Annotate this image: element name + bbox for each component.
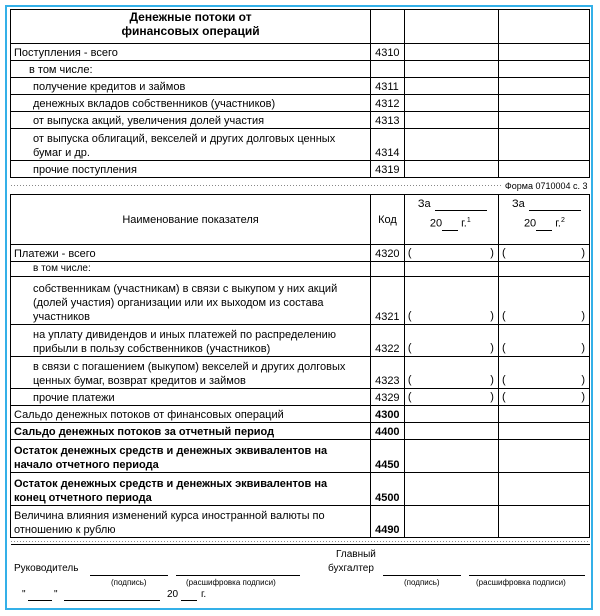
signature-divider — [11, 538, 590, 545]
table-row — [11, 406, 590, 423]
row-code: 4313 — [371, 112, 405, 129]
value-cell[interactable] — [404, 78, 498, 95]
row-label-line: на уплату дивидендов и иных платежей по распределению — [33, 329, 337, 341]
row-code: 4329 — [371, 389, 405, 406]
value-cell[interactable] — [404, 277, 498, 325]
table-row — [11, 112, 590, 129]
year-input-line[interactable] — [536, 219, 552, 231]
row-code: 4314 — [371, 129, 405, 161]
table-row — [11, 357, 590, 389]
year-input-line[interactable] — [442, 219, 458, 231]
footnote-marker: 1 — [466, 217, 471, 224]
row-label: Сальдо денежных потоков за отчетный период — [11, 423, 371, 440]
row-label: Сальдо денежных потоков от финансовых операций — [11, 406, 371, 423]
value-cell[interactable] — [498, 161, 589, 178]
value-cell[interactable] — [404, 44, 498, 61]
open-paren: ( — [407, 391, 412, 403]
row-label-line: от выпуска облигаций, векселей и других долговых ценных — [33, 133, 336, 145]
value-cell[interactable] — [404, 95, 498, 112]
code-cell — [371, 10, 405, 44]
row-label-line: (долей участия) организации или их выходом из состава — [33, 297, 324, 309]
open-paren: ( — [501, 342, 506, 354]
value-cell[interactable] — [498, 245, 589, 262]
table-row — [11, 78, 590, 95]
date-day-line[interactable] — [28, 599, 52, 601]
value-cell[interactable] — [498, 389, 589, 406]
row-label: в том числе: — [11, 61, 371, 78]
row-label: получение кредитов и займов — [11, 78, 371, 95]
value-cell[interactable] — [498, 440, 589, 473]
table-row — [11, 245, 590, 262]
row-label — [11, 277, 371, 325]
row-code: 4400 — [371, 423, 405, 440]
open-paren: ( — [407, 374, 412, 386]
value-cell[interactable] — [404, 245, 498, 262]
row-code: 4450 — [371, 440, 405, 473]
date-year-prefix: 20 — [167, 589, 179, 600]
value-cell[interactable] — [404, 406, 498, 423]
value-cell[interactable] — [404, 423, 498, 440]
row-label-line: прибыли в пользу собственников (участников) — [33, 343, 271, 355]
table-row — [11, 325, 590, 357]
close-paren: ) — [581, 247, 585, 259]
year-prefix: 20 — [523, 217, 537, 230]
document-frame — [5, 5, 593, 610]
row-code: 4311 — [371, 78, 405, 95]
date-quote-close: " — [54, 589, 58, 600]
value-cell[interactable] — [404, 389, 498, 406]
value-cell[interactable] — [498, 61, 589, 78]
period-header-current — [404, 195, 498, 245]
open-paren: ( — [501, 247, 506, 259]
table-row — [11, 61, 590, 78]
value-cell[interactable] — [498, 112, 589, 129]
chief-decode-caption: (расшифровка подписи) — [476, 578, 566, 587]
row-label-line: конец отчетного периода — [14, 492, 152, 504]
row-label — [11, 325, 371, 357]
open-paren: ( — [407, 247, 412, 259]
row-code: 4500 — [371, 473, 405, 506]
value-cell[interactable] — [404, 129, 498, 161]
row-label-line: ценных бумаг, возврат кредитов и займов — [33, 375, 246, 387]
date-year-line[interactable] — [181, 599, 197, 601]
close-paren: ) — [490, 310, 494, 322]
signature-block — [10, 545, 590, 607]
table-row — [11, 129, 590, 161]
value-cell[interactable] — [404, 61, 498, 78]
row-label-line: участников — [33, 311, 91, 323]
head-decode-line[interactable] — [176, 574, 300, 576]
row-label: Поступления - всего — [11, 44, 371, 61]
head-signature-caption: (подпись) — [111, 578, 147, 587]
table-row — [11, 95, 590, 112]
row-code: 4320 — [371, 245, 405, 262]
section-title-line2: финансовых операций — [121, 24, 260, 38]
row-label: прочие поступления — [11, 161, 371, 178]
row-code: 4312 — [371, 95, 405, 112]
indicator-column-header: Наименование показателя — [11, 195, 371, 245]
row-code — [371, 61, 405, 78]
close-paren: ) — [581, 391, 585, 403]
row-code: 4490 — [371, 506, 405, 538]
date-quote-open: " — [22, 589, 26, 600]
value-cell[interactable] — [404, 112, 498, 129]
row-label-line: бумаг и др. — [33, 147, 90, 159]
value-cell[interactable] — [404, 161, 498, 178]
period-prefix: За — [511, 198, 525, 210]
section-title-line1: Денежные потоки от — [129, 10, 252, 24]
value-cell[interactable] — [498, 423, 589, 440]
year-prefix: 20 — [429, 217, 443, 230]
period-input-line[interactable] — [435, 199, 487, 211]
value-cell[interactable] — [498, 262, 589, 277]
row-label: Платежи - всего — [11, 245, 371, 262]
row-code: 4321 — [371, 277, 405, 325]
value-cell[interactable] — [498, 277, 589, 325]
value-cell[interactable] — [404, 473, 498, 506]
value-cell[interactable] — [498, 406, 589, 423]
footnote-marker: 2 — [560, 217, 565, 224]
table-row — [11, 277, 590, 325]
value-cell[interactable] — [498, 78, 589, 95]
row-label-line: Остаток денежных средств и денежных эквивалентов на — [14, 445, 328, 457]
value-cell[interactable] — [498, 44, 589, 61]
period-input-line[interactable] — [529, 199, 581, 211]
row-label: прочие платежи — [11, 389, 371, 406]
row-code: 4319 — [371, 161, 405, 178]
value-cell[interactable] — [498, 95, 589, 112]
value-cell[interactable] — [404, 506, 498, 538]
section-title — [11, 10, 371, 44]
close-paren: ) — [490, 374, 494, 386]
open-paren: ( — [501, 391, 506, 403]
cashflow-financial-table — [10, 9, 590, 545]
row-label: в том числе: — [11, 262, 371, 277]
close-paren: ) — [490, 247, 494, 259]
row-label — [11, 506, 371, 538]
date-year-suffix: г. — [201, 589, 207, 600]
value-cell[interactable] — [498, 506, 589, 538]
row-code: 4300 — [371, 406, 405, 423]
row-label — [11, 473, 371, 506]
row-label-line: начало отчетного периода — [14, 459, 159, 471]
row-code — [371, 262, 405, 277]
open-paren: ( — [407, 342, 412, 354]
value-cell[interactable] — [404, 440, 498, 473]
code-column-header: Код — [371, 195, 405, 245]
value-cell[interactable] — [404, 357, 498, 389]
chief-signature-line[interactable] — [383, 574, 461, 576]
page-break-divider — [11, 178, 590, 195]
row-label-line: в связи с погашением (выкупом) векселей и других долговых — [33, 361, 346, 373]
form-number: Форма 0710004 с. 3 — [502, 179, 588, 193]
row-code: 4322 — [371, 325, 405, 357]
row-label-line: Остаток денежных средств и денежных эквивалентов на — [14, 478, 328, 490]
table-row — [11, 389, 590, 406]
table-row — [11, 262, 590, 277]
head-label: Руководитель — [14, 563, 79, 574]
table-row — [11, 440, 590, 473]
year-suffix: г. — [461, 217, 467, 230]
table-row — [11, 473, 590, 506]
chief-decode-line[interactable] — [469, 574, 585, 576]
value-cell[interactable] — [498, 129, 589, 161]
head-signature-line[interactable] — [90, 574, 168, 576]
column-header-row — [11, 195, 590, 245]
value-cell[interactable] — [404, 10, 498, 44]
value-cell[interactable] — [404, 262, 498, 277]
row-code: 4310 — [371, 44, 405, 61]
open-paren: ( — [501, 310, 506, 322]
close-paren: ) — [581, 310, 585, 322]
open-paren: ( — [501, 374, 506, 386]
year-suffix: г. — [555, 217, 561, 230]
close-paren: ) — [581, 374, 585, 386]
date-month-line[interactable] — [64, 599, 160, 601]
report-sheet — [10, 9, 590, 607]
value-cell[interactable] — [498, 10, 589, 44]
row-label-line: собственникам (участникам) в связи с выкупом у них акций — [33, 283, 338, 295]
value-cell[interactable] — [498, 325, 589, 357]
close-paren: ) — [490, 342, 494, 354]
table-row — [11, 506, 590, 538]
open-paren: ( — [407, 310, 412, 322]
chief-accountant-label-line1: Главный — [336, 549, 376, 560]
row-label: денежных вкладов собственников (участников) — [11, 95, 371, 112]
row-label-line: отношению к рублю — [14, 524, 116, 536]
row-label: от выпуска акций, увеличения долей участия — [11, 112, 371, 129]
table-row — [11, 44, 590, 61]
row-label — [11, 440, 371, 473]
close-paren: ) — [490, 391, 494, 403]
chief-accountant-label-line2: бухгалтер — [328, 563, 374, 574]
value-cell[interactable] — [404, 325, 498, 357]
row-label-line: Величина влияния изменений курса иностранной валюты по — [14, 510, 325, 522]
chief-signature-caption: (подпись) — [404, 578, 440, 587]
table-row — [11, 161, 590, 178]
table-row — [11, 423, 590, 440]
row-code: 4323 — [371, 357, 405, 389]
value-cell[interactable] — [498, 357, 589, 389]
head-decode-caption: (расшифровка подписи) — [186, 578, 276, 587]
value-cell[interactable] — [498, 473, 589, 506]
close-paren: ) — [581, 342, 585, 354]
row-label — [11, 357, 371, 389]
period-prefix: За — [417, 198, 431, 210]
row-label — [11, 129, 371, 161]
period-header-previous — [498, 195, 589, 245]
